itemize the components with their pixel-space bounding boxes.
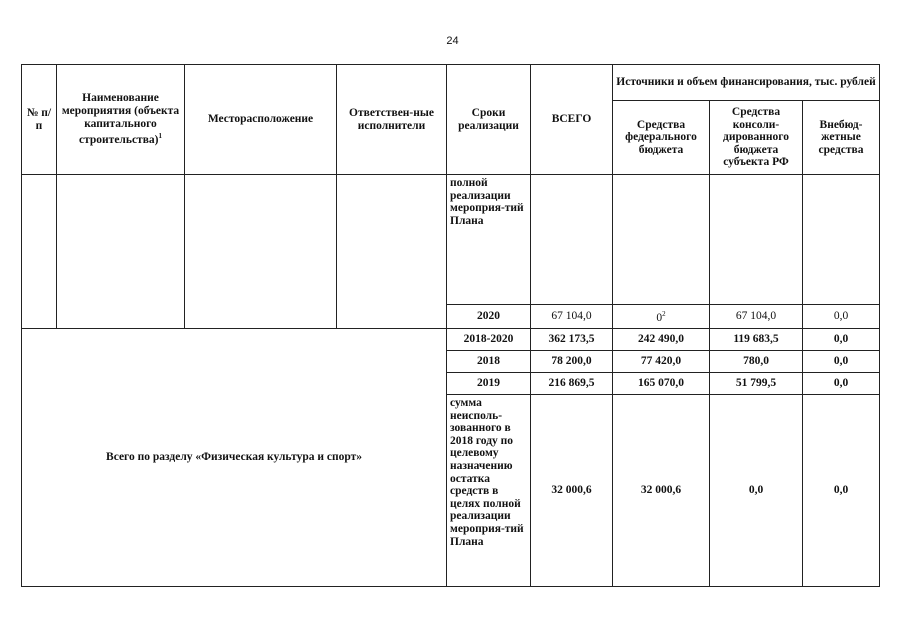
cell-total: 67 104,0 [531,305,613,329]
header-terms: Сроки реализации [447,65,531,175]
financing-table [21,64,880,587]
cell-term: 2018-2020 [447,329,531,351]
cell-extra: 0,0 [803,395,880,587]
header-responsible: Ответствен-ные исполнители [337,65,447,175]
cell-federal: 32 000,6 [613,395,710,587]
cell-extra [803,175,880,305]
header-regional: Средства консоли-дированного бюджета субъекта РФ [710,101,803,175]
cell-term: 2019 [447,373,531,395]
cell-regional: 0,0 [710,395,803,587]
table-row [22,175,880,305]
section-total-label: Всего по разделу «Физическая культура и спорт» [22,329,447,587]
cell-regional: 51 799,5 [710,373,803,395]
header-name: Наименование мероприятия (объекта капитального строительства)$^1$ [57,65,185,175]
cell-extra: 0,0 [803,305,880,329]
header-extra: Внебюд-жетные средства [803,101,880,175]
cell-regional: 780,0 [710,351,803,373]
cell-total: 216 869,5 [531,373,613,395]
cell-extra: 0,0 [803,351,880,373]
cell-extra: 0,0 [803,373,880,395]
page-number: 24 [446,35,459,47]
cell-total: 32 000,6 [531,395,613,587]
cell-total [531,175,613,305]
cell-regional: 67 104,0 [710,305,803,329]
header-location: Месторасположение [185,65,337,175]
cell-regional [710,175,803,305]
cell-federal: 77 420,0 [613,351,710,373]
header-federal: Средства федерального бюджета [613,101,710,175]
header-num: № п/п [22,65,57,175]
cell-total: 362 173,5 [531,329,613,351]
table-row [22,329,880,351]
cell-federal: 242 490,0 [613,329,710,351]
cell-regional: 119 683,5 [710,329,803,351]
header-sources: Источники и объем финансирования, тыс. рублей [613,65,880,101]
cell-term-unused: сумма неисполь-зованного в 2018 году по целевому назначению остатка средств в целях полной реализации мероприя-тий Плана [447,395,531,587]
cell-location [185,175,337,329]
cell-extra: 0,0 [803,329,880,351]
cell-federal: 165 070,0 [613,373,710,395]
cell-term: 2020 [447,305,531,329]
cell-responsible [337,175,447,329]
cell-name [57,175,185,329]
cell-term-continued: полной реализации мероприя-тий Плана [447,175,531,305]
header-total: ВСЕГО [531,65,613,175]
cell-term: 2018 [447,351,531,373]
header-row-1 [22,65,880,101]
cell-federal: $0^2$ [613,305,710,329]
cell-federal [613,175,710,305]
cell-total: 78 200,0 [531,351,613,373]
cell-num [22,175,57,329]
